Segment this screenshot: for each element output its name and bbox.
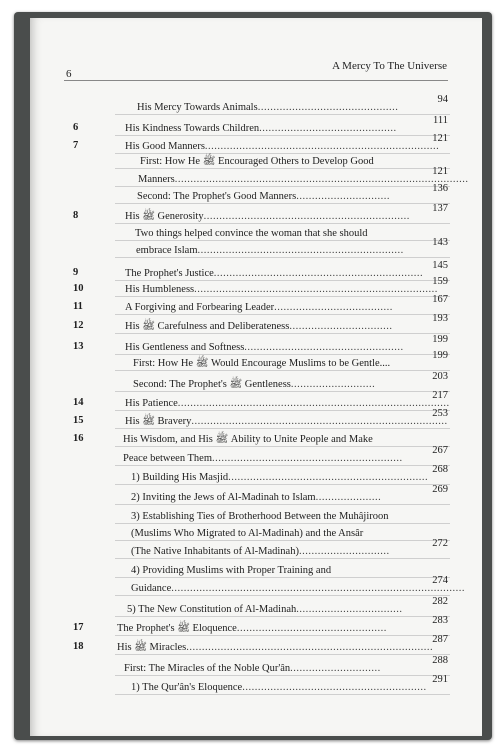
dot-leader: ..................................................................: [197, 245, 404, 256]
row-rule: [115, 114, 450, 115]
toc-entry: [131, 491, 381, 504]
entry-page: 199: [432, 334, 448, 345]
row-rule: [115, 153, 450, 154]
entry-page: 267: [432, 445, 448, 456]
dot-leader: ......................................: [274, 302, 393, 313]
dot-leader: ..................................................................: [203, 211, 410, 222]
row-rule: [115, 504, 450, 505]
row-rule: [115, 428, 450, 429]
toc-entry: [131, 510, 389, 523]
dot-leader: ...............................................................................: [186, 642, 434, 653]
dot-leader: .............................: [298, 546, 390, 557]
row-rule: [115, 410, 450, 411]
entry-page: 272: [432, 538, 448, 549]
dot-leader: .......................................................................................: [177, 398, 450, 409]
toc-entry: [123, 452, 403, 465]
entry-title: The Prophet's ﷺ Eloquence: [117, 623, 237, 634]
entry-page: 274: [432, 575, 448, 586]
row-rule: [115, 223, 450, 224]
row-rule: [115, 558, 450, 559]
row-rule: [115, 694, 450, 695]
dot-leader: ..............................: [296, 191, 390, 202]
row-rule: [115, 595, 450, 596]
toc-entry: [125, 341, 404, 354]
toc-entry: [117, 622, 387, 635]
entry-page: 111: [433, 115, 448, 126]
entry-page: 145: [432, 260, 448, 271]
page-number: 6: [66, 68, 72, 80]
dot-leader: .................................: [289, 321, 393, 332]
row-rule: [115, 635, 450, 636]
entry-page: 253: [432, 408, 448, 419]
dot-leader: .............................: [290, 663, 381, 674]
entry-page: 288: [432, 655, 448, 666]
entry-title: embrace Islam: [136, 245, 198, 256]
entry-title: (The Native Inhabitants of Al-Madinah): [131, 546, 299, 557]
row-rule: [115, 333, 450, 334]
dot-leader: ...........................................................................: [204, 141, 440, 152]
toc-entry: [124, 662, 381, 675]
entry-number: 17: [73, 622, 84, 633]
dot-leader: ..............................................................................................: [174, 174, 469, 185]
entry-page: 143: [432, 237, 448, 248]
toc-entry: [117, 641, 434, 654]
entry-title: 3) Establishing Ties of Brotherhood Between the Muhâjiroon: [131, 511, 389, 522]
toc-entry: [137, 190, 390, 203]
row-rule: [115, 465, 450, 466]
book-page: [30, 18, 482, 736]
entry-title: Two things helped convince the woman that she should: [135, 228, 368, 239]
dot-leader: ...........................................................: [242, 682, 427, 693]
entry-title: His ﷺ Miracles: [117, 642, 187, 653]
entry-title: His Wisdom, and His ﷺ Ability to Unite People and Make: [123, 434, 373, 445]
row-rule: [115, 370, 450, 371]
toc-entry: [125, 397, 450, 410]
entry-number: 13: [73, 341, 84, 352]
entry-page: 193: [432, 313, 448, 324]
toc-entry: [125, 267, 424, 280]
entry-number: 7: [73, 140, 79, 151]
running-head: A Mercy To The Universe: [332, 60, 447, 72]
row-rule: [115, 240, 450, 241]
row-rule: [115, 186, 450, 187]
row-rule: [115, 540, 450, 541]
row-rule: [115, 523, 450, 524]
dot-leader: ..................................................................................: [191, 416, 448, 427]
entry-title: His Patience: [125, 398, 178, 409]
entry-page: 283: [432, 615, 448, 626]
entry-page: 94: [437, 94, 448, 105]
entry-number: 14: [73, 397, 84, 408]
entry-number: 9: [73, 267, 79, 278]
dot-leader: ..................................: [296, 604, 403, 615]
toc-entry: [137, 101, 398, 114]
entry-title: Guidance: [131, 583, 172, 594]
entry-title: First: The Miracles of the Noble Qur'ân: [124, 663, 291, 674]
toc-entry: [127, 603, 403, 616]
entry-page: 136: [432, 183, 448, 194]
dot-leader: ...................................................................: [213, 268, 424, 279]
entry-title: 4) Providing Muslims with Proper Training and: [131, 565, 332, 576]
toc-entry: [125, 210, 410, 223]
table-of-contents: [30, 18, 482, 736]
entry-title: His ﷺ Carefulness and Deliberateness: [125, 321, 290, 332]
row-rule: [115, 577, 450, 578]
row-rule: [115, 391, 450, 392]
entry-title: A Forgiving and Forbearing Leader: [125, 302, 275, 313]
toc-entry: [133, 357, 390, 370]
entry-page: 121: [432, 166, 448, 177]
entry-title: Peace between Them: [123, 453, 213, 464]
entry-title: His Gentleness and Softness: [125, 342, 245, 353]
entry-title: First: How He ﷺ Encouraged Others to Develop Good: [140, 156, 374, 167]
toc-entry: [131, 681, 427, 694]
entry-number: 15: [73, 415, 84, 426]
row-rule: [115, 654, 450, 655]
entry-page: 282: [432, 596, 448, 607]
row-rule: [115, 280, 450, 281]
row-rule: [115, 675, 450, 676]
toc-entry: [125, 301, 393, 314]
toc-entry: [131, 545, 390, 558]
dot-leader: ............................................: [259, 123, 397, 134]
entry-title: Second: The Prophet's ﷺ Gentleness: [133, 379, 291, 390]
toc-entry: [125, 415, 448, 428]
toc-entry: [140, 155, 374, 168]
dot-leader: .............................................................: [212, 453, 403, 464]
entry-title: First: How He ﷺ Would Encourage Muslims to be Gentle....: [133, 358, 391, 369]
toc-entry: [125, 140, 440, 153]
toc-entry: [131, 564, 331, 577]
row-rule: [115, 446, 450, 447]
entry-title: 1) The Qur'ân's Eloquence: [131, 682, 243, 693]
dot-leader: ...........................: [290, 379, 376, 390]
row-rule: [115, 168, 450, 169]
entry-title: His Humbleness: [125, 284, 195, 295]
dot-leader: .............................................: [257, 102, 399, 113]
entry-number: 8: [73, 210, 79, 221]
entry-page: 137: [432, 203, 448, 214]
entry-number: 6: [73, 122, 79, 133]
entry-page: 167: [432, 294, 448, 305]
toc-entry: [135, 227, 368, 240]
row-rule: [115, 484, 450, 485]
entry-title: 5) The New Constitution of Al-Madinah: [127, 604, 297, 615]
toc-entry: [136, 244, 404, 257]
entry-title: His Good Manners: [125, 141, 205, 152]
entry-title: His Mercy Towards Animals: [137, 102, 258, 113]
entry-title: Manners: [138, 174, 175, 185]
entry-page: 291: [432, 674, 448, 685]
row-rule: [115, 314, 450, 315]
entry-title: (Muslims Who Migrated to Al-Madinah) and the Ansâr: [131, 528, 364, 539]
entry-title: Second: The Prophet's Good Manners: [137, 191, 297, 202]
entry-number: 18: [73, 641, 84, 652]
row-rule: [115, 135, 450, 136]
entry-page: 121: [432, 133, 448, 144]
entry-title: His ﷺ Bravery: [125, 416, 192, 427]
entry-title: His ﷺ Generosity: [125, 211, 204, 222]
entry-number: 11: [73, 301, 83, 312]
entry-title: The Prophet's Justice: [125, 268, 214, 279]
dot-leader: ..............................................................................: [194, 284, 438, 295]
toc-entry: [125, 283, 438, 296]
entry-page: 268: [432, 464, 448, 475]
toc-entry: [125, 122, 397, 135]
entry-page: 217: [432, 390, 448, 401]
toc-entry: [131, 471, 429, 484]
row-rule: [115, 616, 450, 617]
entry-page: 203: [432, 371, 448, 382]
dot-leader: ................................................................: [228, 472, 429, 483]
entry-title: 1) Building His Masjid: [131, 472, 229, 483]
toc-entry: [138, 173, 469, 186]
entry-number: 16: [73, 433, 84, 444]
entry-title: 2) Inviting the Jews of Al-Madinah to Islam: [131, 492, 316, 503]
entry-number: 12: [73, 320, 84, 331]
row-rule: [115, 296, 450, 297]
toc-entry: [131, 582, 465, 595]
entry-page: 199: [432, 350, 448, 361]
entry-title: His Kindness Towards Children: [125, 123, 260, 134]
dot-leader: ................................................: [236, 623, 387, 634]
toc-entry: [123, 433, 373, 446]
row-rule: [115, 203, 450, 204]
row-rule: [115, 354, 450, 355]
entry-page: 269: [432, 484, 448, 495]
toc-entry: [133, 378, 375, 391]
toc-entry: [131, 527, 363, 540]
toc-entry: [125, 320, 392, 333]
entry-number: 10: [73, 283, 84, 294]
row-rule: [115, 257, 450, 258]
dot-leader: .....................: [315, 492, 382, 503]
dot-leader: ...................................................: [244, 342, 404, 353]
entry-page: 287: [432, 634, 448, 645]
entry-page: 159: [432, 276, 448, 287]
dot-leader: ..............................................................................................: [171, 583, 465, 594]
